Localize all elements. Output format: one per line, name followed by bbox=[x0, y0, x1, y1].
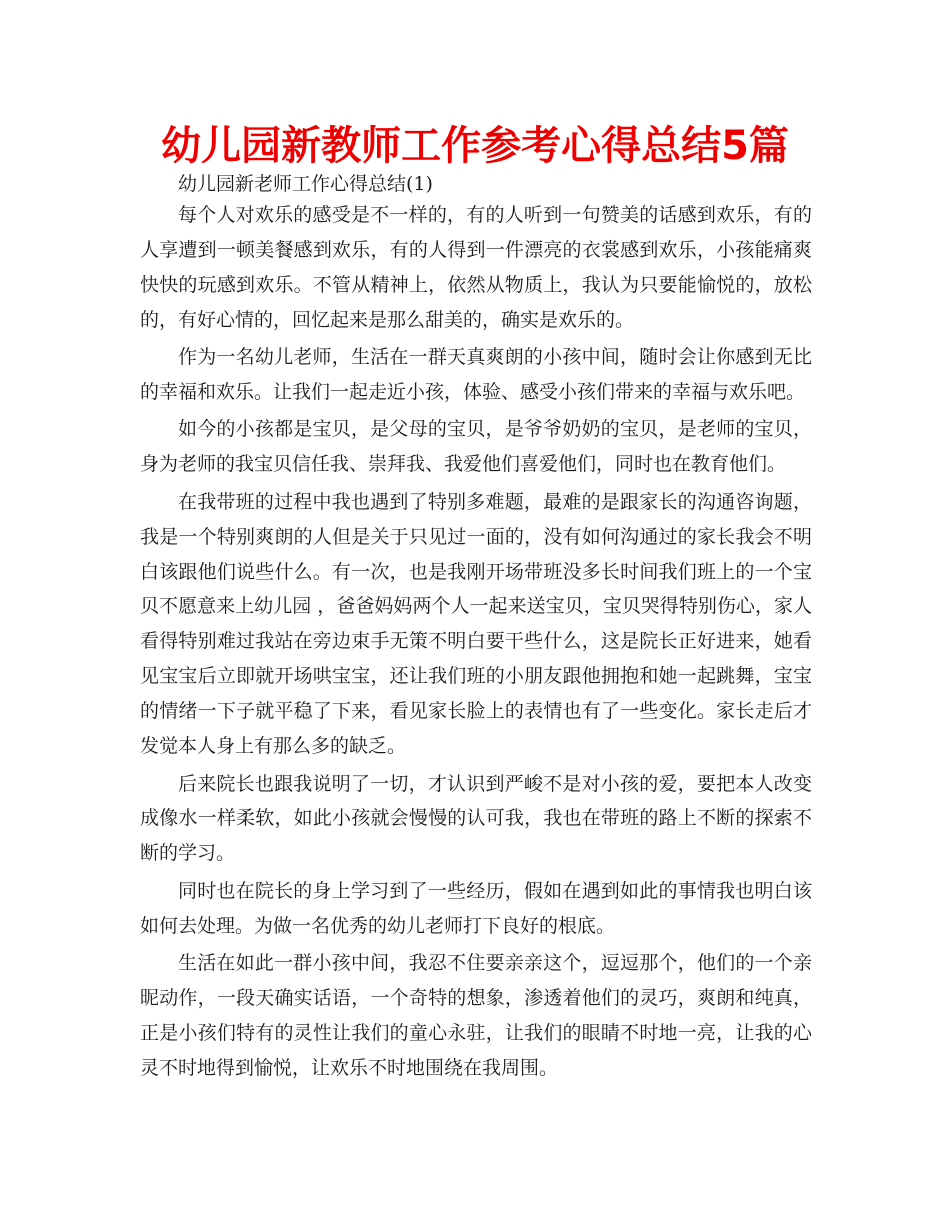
paragraph: 在我带班的过程中我也遇到了特别多难题，最难的是跟家长的沟通咨询题，我是一个特别爽朗的人但是关于只见过一面的，没有如何沟通过的家长我会不明白该跟他们说些什么。有一次，也是我刚开场带班没多长时间我们班上的一个宝贝不愿意来上幼儿园 ，爸爸妈妈两个人一起来送宝贝，宝贝哭得特别伤心，家人看得特别难过我站在旁边束手无策不明白要干些什么，这是院长正好进来，她看见宝宝后立即就开场哄宝宝，还让我们班的小朋友跟他拥抱和她一起跳舞，宝宝的情绪一下子就平稳了下来，看见家长脸上的表情也有了一些变化。家长走后才发觉本人身上有那么多的缺乏。 bbox=[140, 490, 812, 758]
paragraph: 作为一名幼儿老师，生活在一群天真爽朗的小孩中间，随时会让你感到无比的幸福和欢乐。让我们一起走近小孩，体验、感受小孩们带来的幸福与欢乐吧。 bbox=[140, 346, 812, 404]
document-body bbox=[140, 198, 812, 1088]
paragraph: 每个人对欢乐的感受是不一样的，有的人听到一句赞美的话感到欢乐，有的人享遭到一顿美餐感到欢乐，有的人得到一件漂亮的衣裳感到欢乐，小孩能痛爽快快的玩感到欢乐。不管从精神上，依然从物质上，我认为只要能愉悦的，放松的，有好心情的，回忆起来是那么甜美的，确实是欢乐的。 bbox=[140, 204, 812, 331]
document-title: 幼儿园新教师工作参考心得总结5篇 bbox=[161, 123, 789, 169]
section-heading: 幼儿园新老师工作心得总结(1) bbox=[178, 173, 433, 195]
paragraph: 如今的小孩都是宝贝，是父母的宝贝，是爷爷奶奶的宝贝，是老师的宝贝，身为老师的我宝贝信任我、崇拜我、我爱他们喜爱他们，同时也在教育他们。 bbox=[140, 418, 812, 476]
paragraph: 后来院长也跟我说明了一切，才认识到严峻不是对小孩的爱，要把本人改变成像水一样柔软，如此小孩就会慢慢的认可我，我也在带班的路上不断的探索不断的学习。 bbox=[140, 772, 812, 865]
paragraph: 生活在如此一群小孩中间，我忍不住要亲亲这个，逗逗那个，他们的一个亲昵动作，一段天确实话语，一个奇特的想象，渗透着他们的灵巧，爽朗和纯真，正是小孩们特有的灵性让我们的童心永驻，让我们的眼睛不时地一亮，让我的心灵不时地得到愉悦，让欢乐不时地围绕在我周围。 bbox=[140, 952, 812, 1079]
paragraph: 同时也在院长的身上学习到了一些经历，假如在遇到如此的事情我也明白该如何去处理。为做一名优秀的幼儿老师打下良好的根底。 bbox=[140, 879, 812, 937]
